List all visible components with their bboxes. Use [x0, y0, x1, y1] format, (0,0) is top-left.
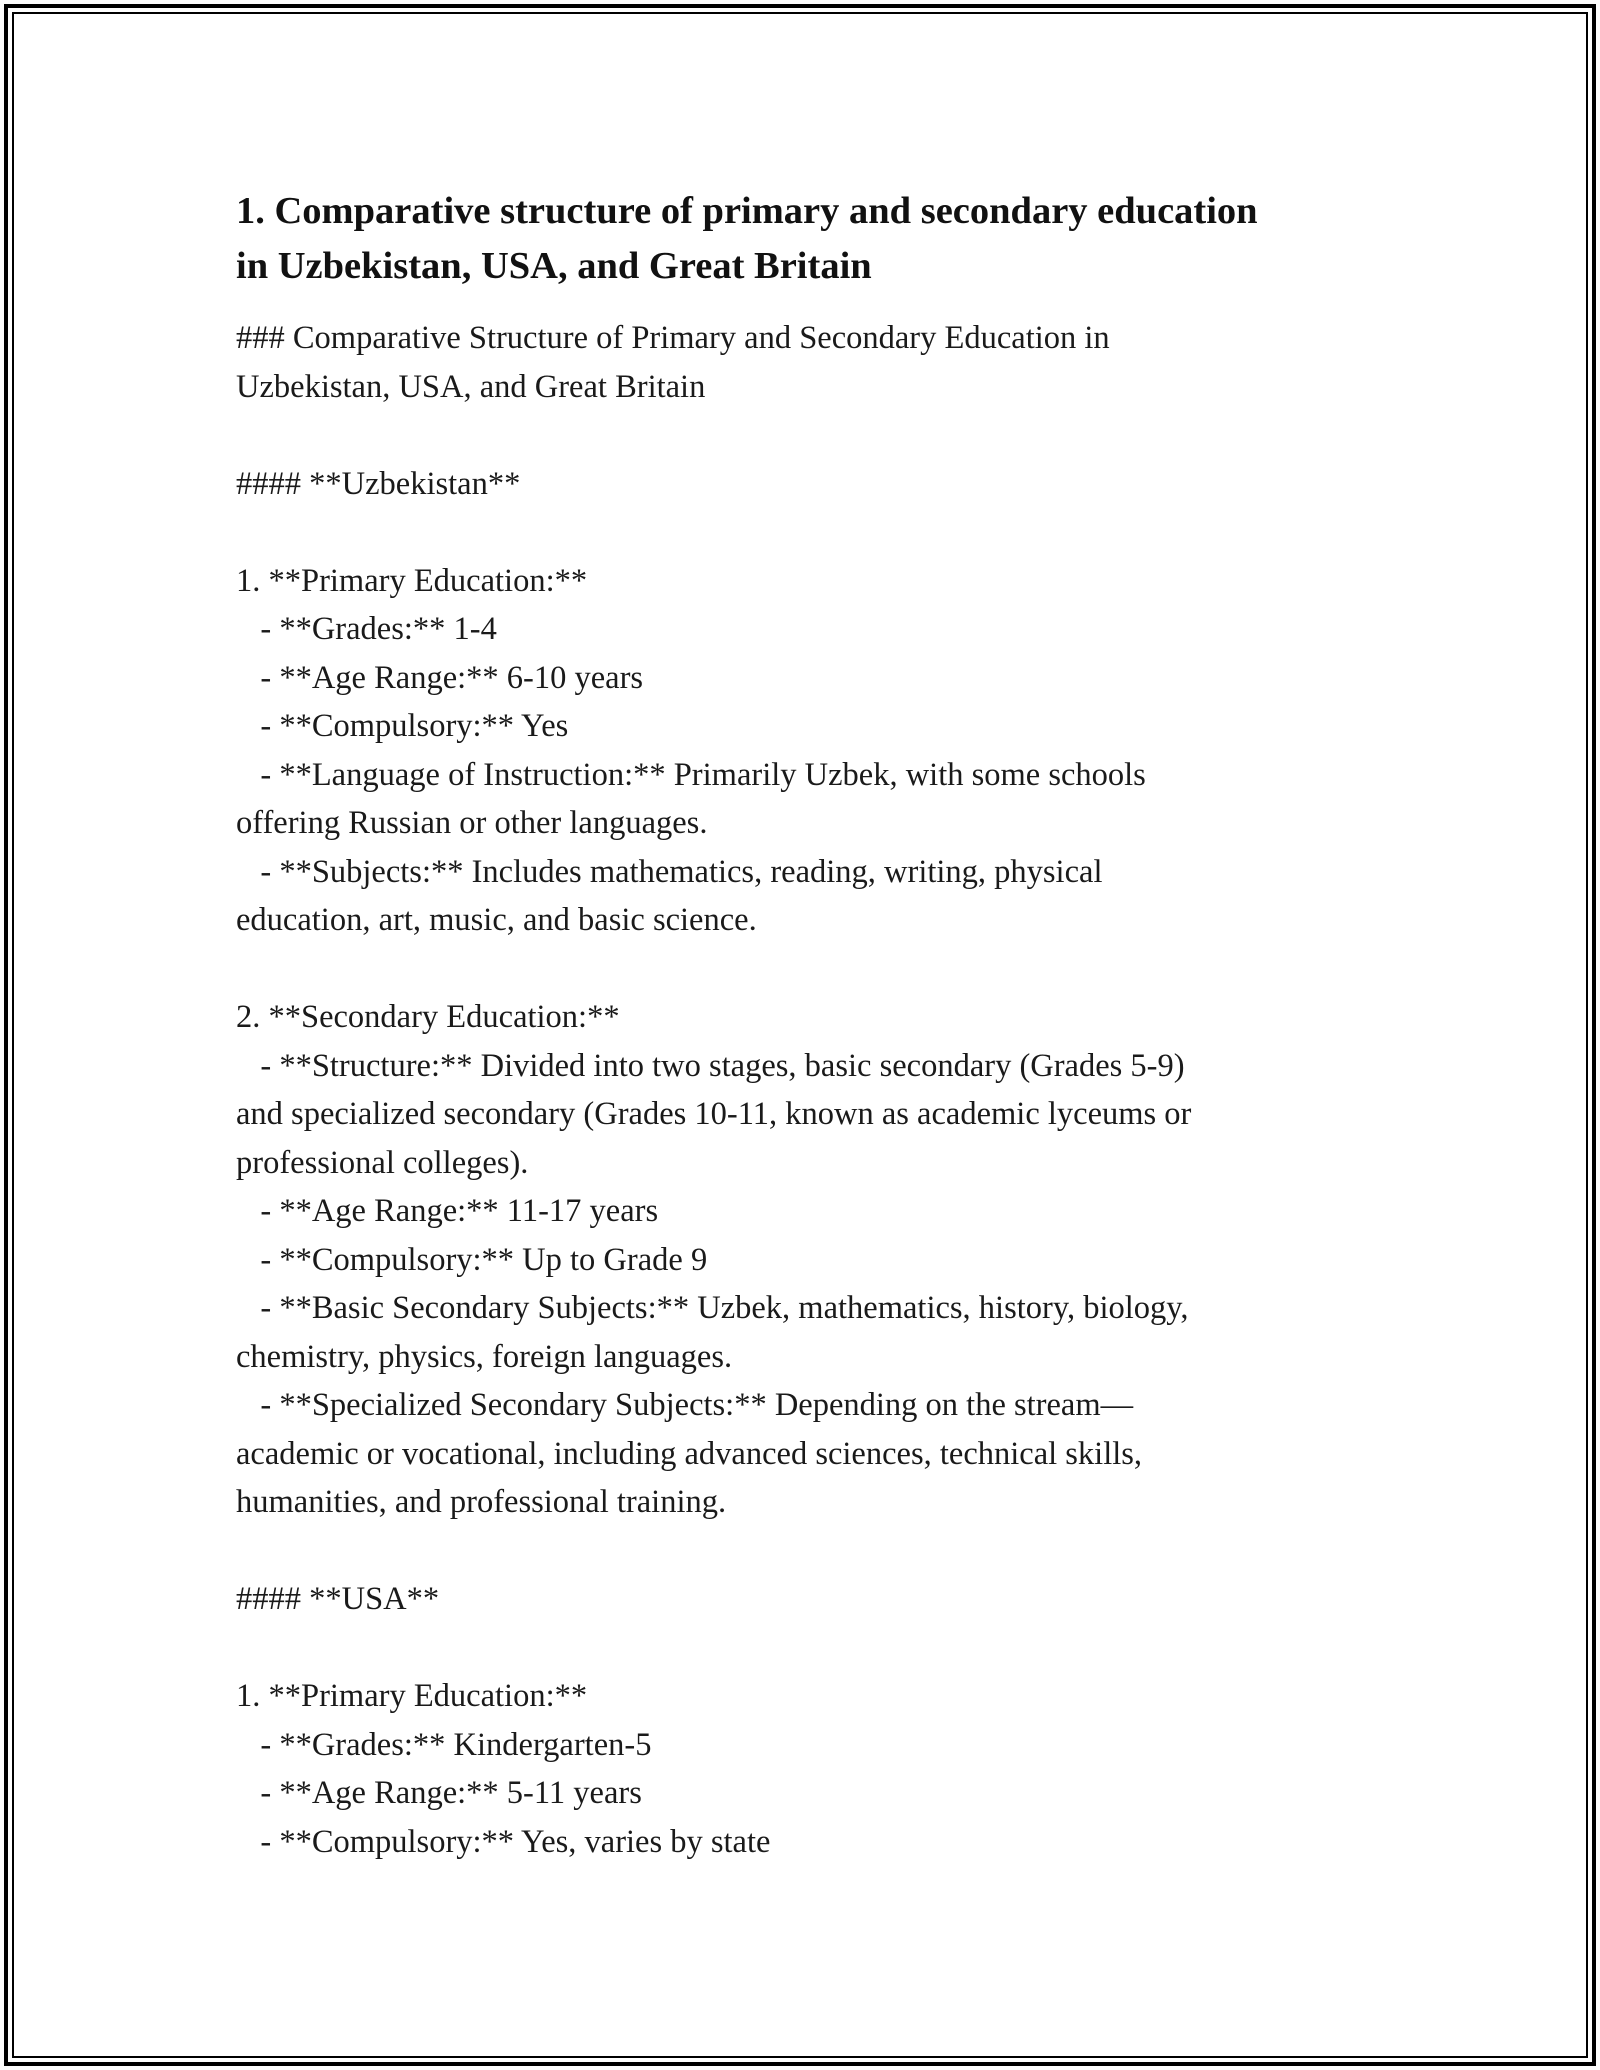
- list-sub-item: - **Grades:** 1-4: [236, 611, 497, 647]
- body-line: offering Russian or other languages.: [236, 805, 708, 841]
- list-item-heading: 2. **Secondary Education:**: [236, 999, 620, 1035]
- list-sub-item: - **Age Range:** 5-11 years: [236, 1775, 642, 1811]
- list-sub-item: - **Compulsory:** Up to Grade 9: [236, 1241, 708, 1278]
- list-item-heading: 1. **Primary Education:**: [236, 562, 588, 599]
- body-line: humanities, and professional training.: [236, 1484, 727, 1520]
- blank-line: [236, 411, 1386, 460]
- blank-line: [236, 508, 1386, 557]
- title-line: 1. Comparative structure of primary and secondary education: [236, 190, 1258, 232]
- section-heading: #### **USA**: [236, 1581, 440, 1617]
- list-item-heading: 1. **Primary Education:**: [236, 1678, 588, 1714]
- list-sub-item: - **Age Range:** 6-10 years: [236, 659, 644, 696]
- list-sub-item: - **Age Range:** 11-17 years: [236, 1193, 659, 1229]
- body-line: academic or vocational, including advanced sciences, technical skills,: [236, 1435, 1143, 1472]
- document-title: [236, 184, 1386, 294]
- blank-line: [236, 1624, 1386, 1673]
- body-line: ### Comparative Structure of Primary and Secondary Education in: [236, 320, 1110, 356]
- title-line: in Uzbekistan, USA, and Great Britain: [236, 245, 872, 287]
- blank-line: [236, 945, 1386, 994]
- list-sub-item: - **Compulsory:** Yes, varies by state: [236, 1823, 771, 1860]
- list-sub-item: - **Language of Instruction:** Primarily Uzbek, with some schools: [236, 756, 1146, 793]
- list-sub-item: - **Specialized Secondary Subjects:** Depending on the stream—: [236, 1387, 1134, 1423]
- list-sub-item: - **Structure:** Divided into two stages, basic secondary (Grades 5-9): [236, 1047, 1185, 1084]
- body-line: chemistry, physics, foreign languages.: [236, 1338, 733, 1375]
- body-line: and specialized secondary (Grades 10-11, known as academic lyceums or: [236, 1096, 1192, 1132]
- blank-line: [236, 1527, 1386, 1576]
- body-line: education, art, music, and basic science.: [236, 902, 757, 938]
- document-content: [236, 184, 1386, 1866]
- list-sub-item: - **Grades:** Kindergarten-5: [236, 1726, 652, 1763]
- list-sub-item: - **Basic Secondary Subjects:** Uzbek, mathematics, history, biology,: [236, 1290, 1189, 1326]
- list-sub-item: - **Subjects:** Includes mathematics, reading, writing, physical: [236, 853, 1103, 890]
- body-line: Uzbekistan, USA, and Great Britain: [236, 368, 706, 405]
- section-heading: #### **Uzbekistan**: [236, 465, 521, 502]
- list-sub-item: - **Compulsory:** Yes: [236, 708, 569, 744]
- body-line: professional colleges).: [236, 1144, 529, 1181]
- document-body: [236, 314, 1386, 1866]
